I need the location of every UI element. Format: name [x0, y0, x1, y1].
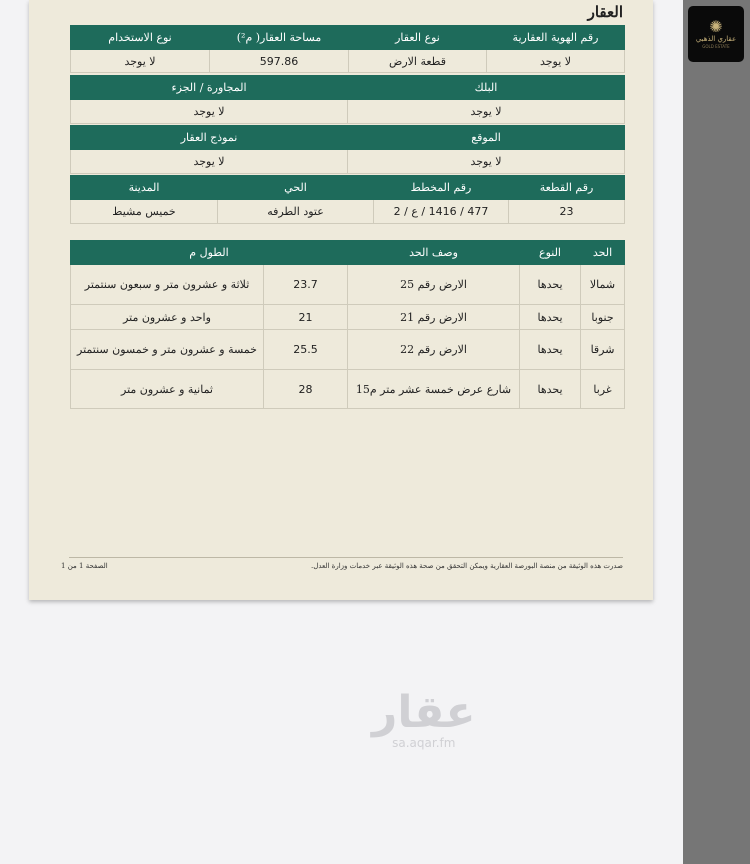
- header-location: الموقع: [348, 126, 625, 150]
- length: 28: [264, 370, 348, 409]
- header-plan-number: رقم المخطط: [374, 176, 509, 200]
- value-property-id: لا يوجد: [487, 50, 625, 73]
- header-length: الطول م: [71, 241, 348, 265]
- type: يحدها: [520, 330, 581, 370]
- location-table: [70, 125, 625, 174]
- table-row: [71, 265, 625, 305]
- description: الارض رقم 25: [348, 265, 520, 305]
- side: غربا: [581, 370, 625, 409]
- parcel-table: [70, 175, 625, 224]
- value-location: لا يوجد: [348, 150, 625, 174]
- document-page: [29, 0, 653, 600]
- description: الارض رقم 21: [348, 305, 520, 330]
- value-city: خميس مشيط: [71, 200, 218, 224]
- sun-icon: ✺: [709, 16, 723, 36]
- side: جنوبا: [581, 305, 625, 330]
- watermark-main: عقار: [372, 687, 476, 738]
- length-text: ثلاثة و عشرون متر و سبعون سنتمتر: [71, 265, 264, 305]
- header-area: مساحة العقار( م²): [210, 26, 349, 50]
- length-text: واحد و عشرون متر: [71, 305, 264, 330]
- value-block: لا يوجد: [348, 100, 625, 124]
- logo-text: عقاري الذهبي: [695, 34, 737, 43]
- type: يحدها: [520, 370, 581, 409]
- property-info-table: [70, 25, 625, 73]
- side: شمالا: [581, 265, 625, 305]
- length-text: ثمانية و عشرون متر: [71, 370, 264, 409]
- header-block: البلك: [348, 76, 625, 100]
- type: يحدها: [520, 265, 581, 305]
- header-parcel-number: رقم القطعة: [509, 176, 625, 200]
- description: الارض رقم 22: [348, 330, 520, 370]
- watermark-sub: sa.aqar.fm: [392, 736, 456, 750]
- table-row: [71, 305, 625, 330]
- side: شرقا: [581, 330, 625, 370]
- length: 21: [264, 305, 348, 330]
- table-row: [71, 330, 625, 370]
- page-number: الصفحة 1 من 1: [61, 562, 108, 570]
- length: 25.5: [264, 330, 348, 370]
- value-district: عتود الطرفه: [218, 200, 374, 224]
- header-neighborhood-part: المجاورة / الجزء: [71, 76, 348, 100]
- footer-divider: [69, 557, 623, 558]
- length: 23.7: [264, 265, 348, 305]
- boundaries-table: [70, 240, 625, 409]
- header-district: الحي: [218, 176, 374, 200]
- value-area: 597.86: [210, 50, 349, 73]
- value-property-model: لا يوجد: [71, 150, 348, 174]
- block-table: [70, 75, 625, 124]
- header-property-model: نموذج العقار: [71, 126, 348, 150]
- footer-note: صدرت هذه الوثيقة من منصة البورصة العقارية ويمكن التحقق من صحة هذه الوثيقة عبر خدمات وزارة العدل.: [311, 562, 623, 570]
- value-plan-number: 477 / 1416 / ع / 2: [374, 200, 509, 224]
- brand-logo[interactable]: [688, 6, 744, 62]
- length-text: خمسة و عشرون متر و خمسون سنتمتر: [71, 330, 264, 370]
- value-property-type: قطعة الارض: [349, 50, 487, 73]
- section-title: العقار: [587, 3, 623, 21]
- type: يحدها: [520, 305, 581, 330]
- logo-subtext: GOLD ESTATE: [702, 43, 730, 49]
- header-usage: نوع الاستخدام: [71, 26, 210, 50]
- value-parcel-number: 23: [509, 200, 625, 224]
- header-property-id: رقم الهوية العقارية: [487, 26, 625, 50]
- header-side: الحد: [581, 241, 625, 265]
- header-description: وصف الحد: [348, 241, 520, 265]
- header-property-type: نوع العقار: [349, 26, 487, 50]
- description: شارع عرض خمسة عشر متر م15: [348, 370, 520, 409]
- header-type: النوع: [520, 241, 581, 265]
- header-city: المدينة: [71, 176, 218, 200]
- value-usage: لا يوجد: [71, 50, 210, 73]
- table-row: [71, 370, 625, 409]
- watermark: [372, 687, 476, 750]
- value-neighborhood-part: لا يوجد: [71, 100, 348, 124]
- right-panel: [683, 0, 750, 864]
